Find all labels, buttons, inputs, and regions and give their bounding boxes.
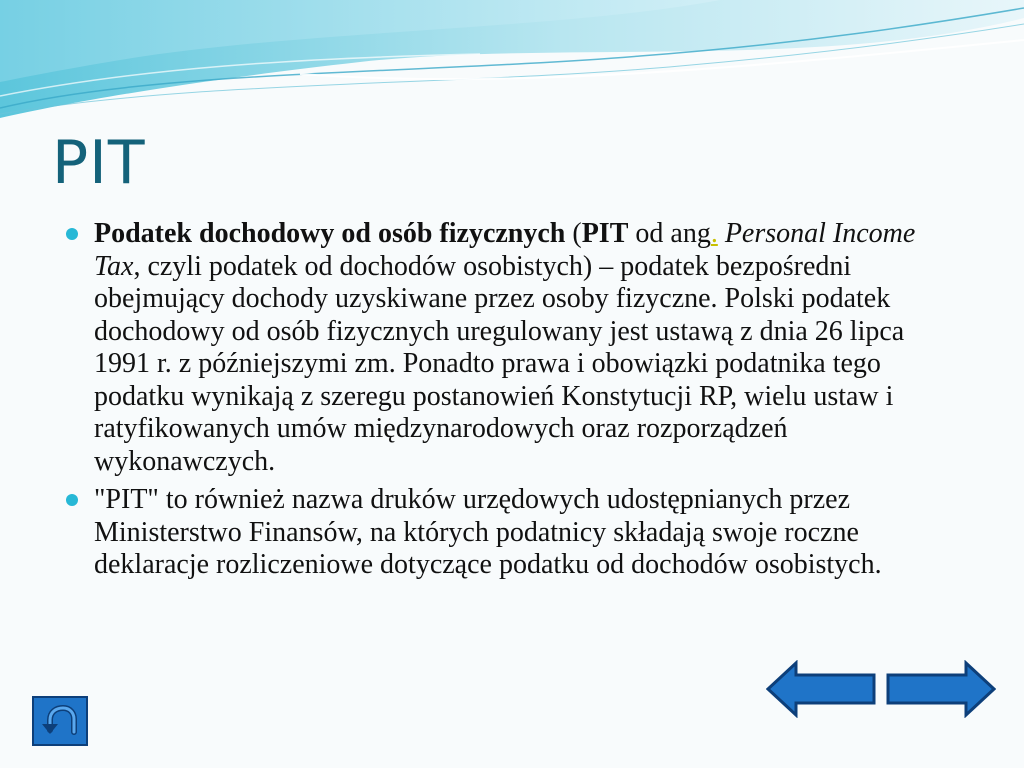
from-language: od ang	[628, 218, 711, 249]
hyperlink-dot[interactable]: .	[710, 218, 718, 249]
header-wave-decoration	[0, 0, 1024, 130]
list-item	[62, 218, 962, 478]
bullet-dot-icon	[66, 228, 78, 240]
bullet-text-rest: , czyli podatek od dochodów osobistych) – podatek bezpośredni obejmujący dochody uzyskiwane przez osoby fizyczne. Polski podatek dochodowy od osób fizycznych uregulowany jest ustawą z dnia 26 lipca 1991 r. z późniejszymi zm. Ponadto prawa i obowiązki podatnika tego podatku wynikają z szeregu postanowień Konstytucji RP, wielu ustaw i ratyfikowanych umów międzynarodowych oraz rozporządzeń wykonawczych.	[94, 250, 905, 477]
paren-open: (	[565, 218, 582, 249]
bullet-text: "PIT" to również nazwa druków urzędowych udostępnianych przez Ministerstwo Finansów, na których podatnicy składają swoje roczne deklaracje rozliczeniowe dotyczące podatku od dochodów osobistych.	[94, 484, 882, 580]
bold-abbreviation: PIT	[581, 218, 629, 249]
left-arrow-icon	[768, 663, 874, 715]
italic-term: Personal Income Tax	[94, 218, 916, 282]
slide-title: PIT	[52, 128, 146, 198]
bold-term: Podatek dochodowy od osób fizycznych	[94, 218, 566, 249]
list-item	[62, 484, 962, 582]
bullet-list	[62, 218, 962, 588]
return-arrow-icon	[34, 698, 86, 744]
bullet-dot-icon	[66, 494, 78, 506]
return-button[interactable]	[32, 696, 88, 746]
right-arrow-icon	[888, 663, 994, 715]
previous-slide-button[interactable]	[766, 660, 878, 718]
next-slide-button[interactable]	[884, 660, 996, 718]
